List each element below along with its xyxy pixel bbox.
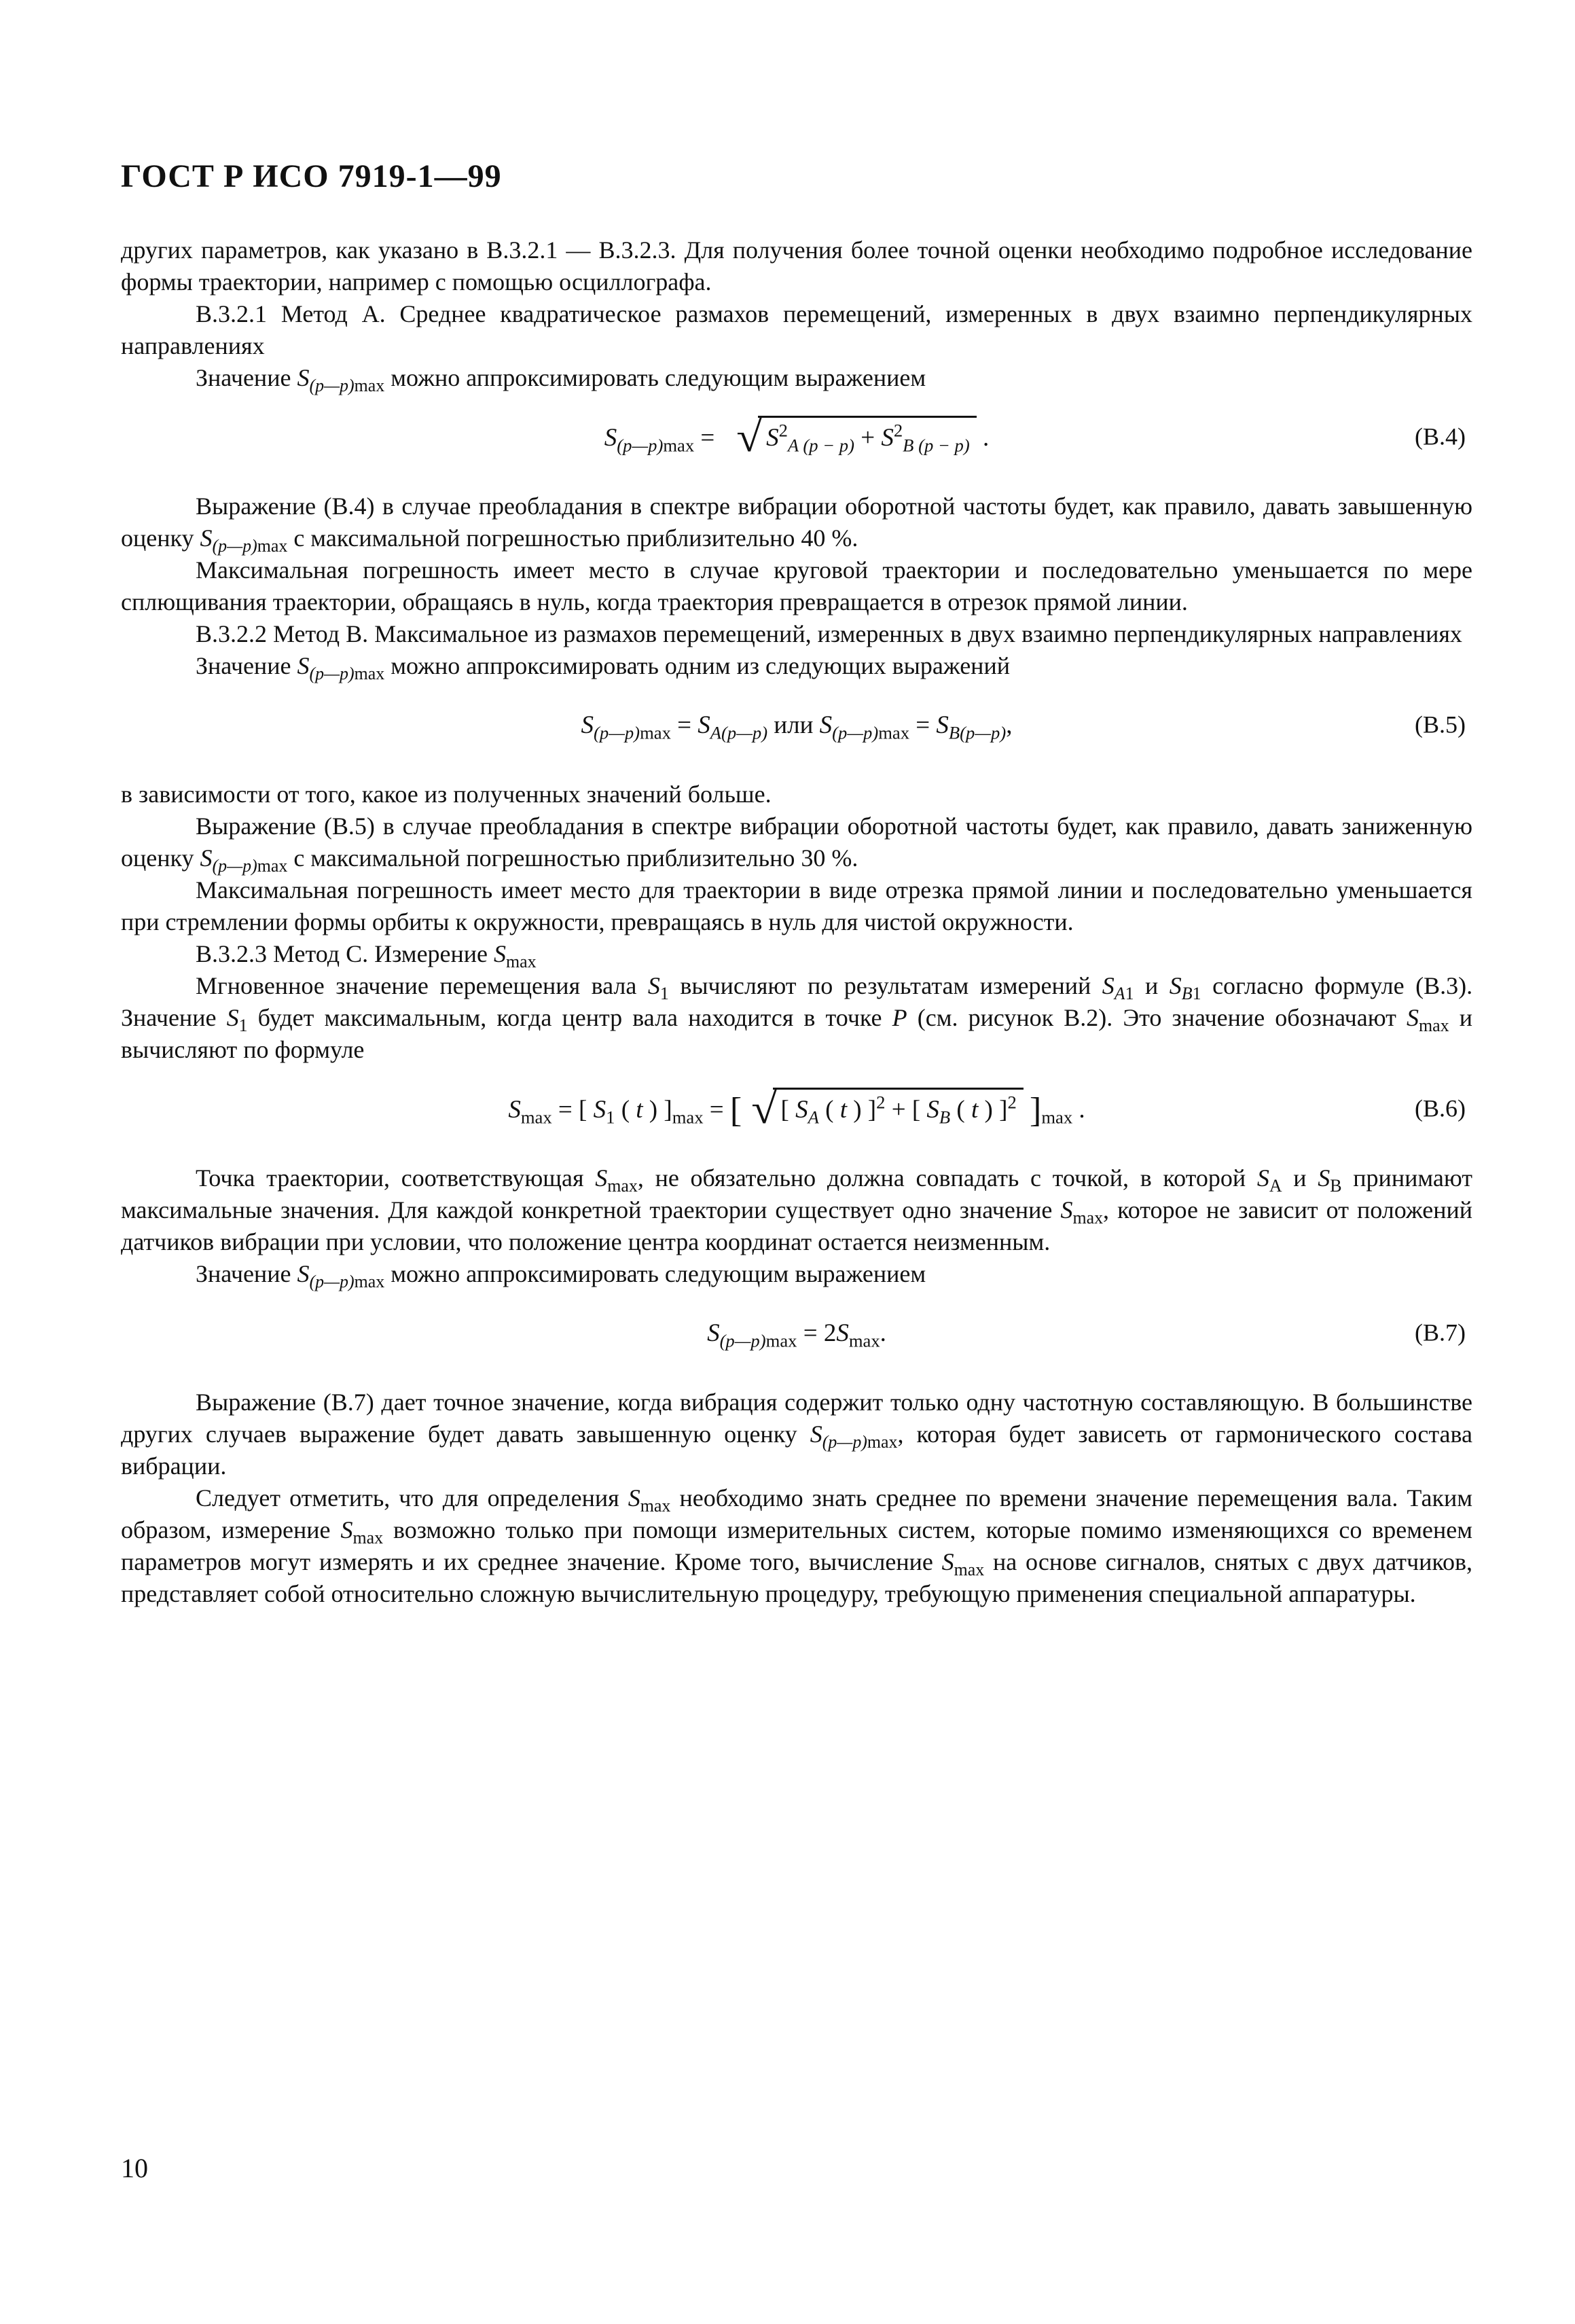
paragraph: Максимальная погрешность имеет место для траектории в виде отрезка прямой линии и последовательно уменьшается при стремлении формы орбиты к окружности, превращаясь в нуль для чистой окружности. — [121, 876, 1472, 935]
section-b-3-2-3-heading: В.3.2.3 Метод С. Измерение $S_{max}$ — [196, 940, 537, 972]
equation-b7: $S_{(p—p)max} = 2S_{max}$. (В.7) — [121, 1309, 1472, 1357]
equation-b6: $S_{max}$ = [ $S_1$ ( t ) ]$_{max}$ = [ √ [ $S_A$ ( t ) ]$^2$ + [ $S_B$ ( t ) ]$^2$ ]$_{max}$ . (В.6) — [508, 1086, 1466, 1132]
paragraph: Значение $S_{(p—p)max}$ можно аппроксимировать одним из следующих выражений — [196, 652, 1010, 684]
paragraph: других параметров, как указано в В.3.2.1 — В.3.2.3. Для получения более точной оценки необходимо подробное исследование формы траектории, например с помощью осциллографа. — [121, 236, 1472, 296]
paragraph: Выражение (В.4) в случае преобладания в спектре вибрации оборотной частоты будет, как правило, давать завышенную оценку $S_{(p—p)max}$ с максимальной погрешностью приблизительно 40 %. — [121, 493, 1472, 556]
paragraph: Следует отметить, что для определения $S_{max}$ необходимо знать среднее по времени значение перемещения вала. Таким образом, измерение $S_{max}$ возможно только при помощи измерительных систем, которые помимо изменяющихся со временем параметров могут измерять и их среднее значение. Кроме того, вычисление $S_{max}$ на основе сигналов, снятых с двух датчиков, представляет собой относительно сложную вычислительную процедуру, требующую применения специальной аппаратуры. — [121, 1484, 1473, 1607]
equation-number: (В.6) — [1415, 1094, 1466, 1122]
paragraph: Значение $S_{(p—p)max}$ можно аппроксимировать следующим выражением — [196, 364, 926, 396]
paragraph: Точка траектории, соответствующая $S_{max}$, не обязательно должна совпадать с точкой, в которой $S_A$ и $S_B$ принимают максимальные значения. Для каждой конкретной траектории существует одно значение $S_{max}$, которое не зависит от положений датчиков вибрации при условии, что положение центра координат остается неизменным. — [121, 1164, 1473, 1255]
equation-b4: $S_{(p—p)max}$ = √ $S^2_{A (p - p)} + S^2_{B (p - p)}$ . (В.4) — [604, 414, 1466, 461]
equation-b5: $S_{(p—p)max} = S_{A(p—p)}$ или $S_{(p—p)max} = S_{B(p—p)}$, (В.5) — [121, 701, 1472, 749]
document-body — [121, 234, 1472, 1610]
paragraph: Максимальная погрешность имеет место в случае круговой траектории и последовательно уменьшается по мере сплющивания траектории, обращаясь в нуль, когда траектория превращается в отрезок прямой линии. — [121, 556, 1472, 615]
paragraph: Выражение (В.5) в случае преобладания в спектре вибрации оборотной частоты будет, как правило, давать заниженную оценку $S_{(p—p)max}$ с максимальной погрешностью приблизительно 30 %. — [121, 812, 1472, 876]
paragraph: Мгновенное значение перемещения вала $S_1$ вычисляют по результатам измерений $S_{A1}$ и $S_{B1}$ согласно формуле (В.3). Значение $S_1$ будет максимальным, когда центр вала находится в точке P (см. рисунок В.2). Это значение обозначают $S_{max}$ и вычисляют по формуле — [121, 972, 1473, 1063]
paragraph: Значение $S_{(p—p)max}$ можно аппроксимировать следующим выражением — [196, 1260, 926, 1292]
equation-number: (В.4) — [1415, 423, 1466, 450]
document-header: ГОСТ Р ИСО 7919-1—99 — [121, 158, 502, 194]
paragraph: в зависимости от того, какое из полученных значений больше. — [121, 781, 772, 808]
page-number: 10 — [121, 2153, 148, 2183]
section-b-3-2-1-heading: В.3.2.1 Метод А. Среднее квадратическое размахов перемещений, измеренных в двух взаимно перпендикулярных направлениях — [121, 300, 1472, 359]
section-b-3-2-2-heading: В.3.2.2 Метод В. Максимальное из размахов перемещений, измеренных в двух взаимно перпендикулярных направлениях — [196, 620, 1462, 647]
paragraph: Выражение (В.7) дает точное значение, когда вибрация содержит только одну частотную составляющую. В большинстве других случаев выражение будет давать завышенную оценку $S_{(p—p)max}$, которая будет зависеть от гармонического состава вибрации. — [121, 1389, 1473, 1480]
equation-number: (В.7) — [1415, 1319, 1466, 1346]
equation-number: (В.5) — [1415, 711, 1466, 738]
